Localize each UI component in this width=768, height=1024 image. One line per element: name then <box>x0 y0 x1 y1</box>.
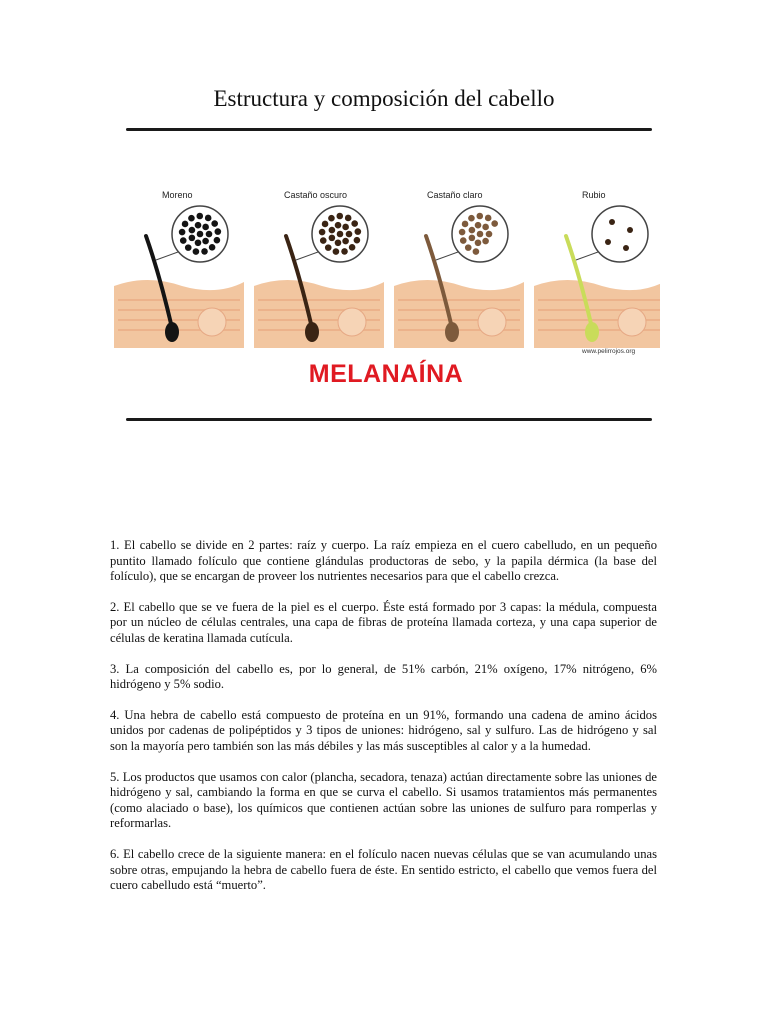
melanin-dot <box>189 227 196 234</box>
melanin-dot <box>462 221 469 228</box>
magnifier-line <box>296 252 318 260</box>
melanin-dot <box>214 237 221 244</box>
melanin-dot <box>468 215 475 222</box>
paragraph-2: 2. El cabello que se ve fuera de la piel es el cuerpo. Éste está formado por 3 capas: la médula, compuesta por un núcleo de células centrales, una capa de fibras de proteína llamada corteza, y una capa superior de células de keratina llamada cutícula. <box>110 599 657 645</box>
skin-block <box>394 280 524 348</box>
melanin-dot <box>486 231 493 238</box>
melanin-dot <box>337 231 344 238</box>
melanin-dot <box>205 215 212 222</box>
melanin-dot <box>180 237 187 244</box>
melanin-dot <box>195 222 202 229</box>
melanin-dot <box>482 224 489 231</box>
melanin-dot <box>325 244 332 251</box>
melanin-dot <box>201 248 208 255</box>
melanin-dot <box>346 231 353 238</box>
skin-block <box>114 280 244 348</box>
figure-bottom-rule <box>126 418 652 421</box>
melanin-dot <box>195 239 202 246</box>
melanin-dot <box>469 235 476 242</box>
magnifier-line <box>156 252 178 260</box>
melanin-dot <box>342 224 349 231</box>
skin-gland <box>618 308 646 336</box>
melanin-dot <box>211 220 218 227</box>
melanin-dot <box>473 248 480 255</box>
melanin-dot <box>197 231 204 238</box>
melanin-dot <box>179 229 186 236</box>
melanin-dot <box>329 227 336 234</box>
melanin-dot <box>475 239 482 246</box>
melanin-dot <box>333 248 340 255</box>
melanin-dot <box>196 213 203 220</box>
melanin-dot <box>319 229 326 236</box>
page-title: Estructura y composición del cabello <box>213 86 555 111</box>
melanin-dot <box>209 244 216 251</box>
skin-gland <box>198 308 226 336</box>
paragraph-6: 6. El cabello crece de la siguiente manera: en el folículo nacen nuevas células que se van acumulando unas sobre otras, empujando la hebra de cabello fuera de éste. En sentido estricto, el cabello que vemos fuera del cuero cabelludo está “muerto”. <box>110 846 657 893</box>
melanin-dot <box>342 238 349 245</box>
skin-gland <box>338 308 366 336</box>
panel-label-rubio: Rubio <box>582 190 606 200</box>
melanin-dot <box>188 215 195 222</box>
panel-label-castano-claro: Castaño claro <box>427 190 483 200</box>
magnifier-circle <box>592 206 648 262</box>
melanin-dot <box>336 213 343 220</box>
melanin-dot <box>202 238 209 245</box>
melanin-dot <box>475 222 482 229</box>
melanin-dot <box>459 229 466 236</box>
melanin-dot <box>349 244 356 251</box>
melanin-dot <box>477 231 484 238</box>
melanin-dot <box>185 244 192 251</box>
melanin-dot <box>351 220 358 227</box>
melanin-dot <box>355 228 362 235</box>
panel-label-moreno: Moreno <box>162 190 193 200</box>
melanin-dot <box>354 237 361 244</box>
source-url: www.pelirrojos.org <box>582 348 636 355</box>
melanin-dot <box>476 213 483 220</box>
melanin-dot <box>485 215 492 222</box>
melanin-dot <box>491 220 498 227</box>
melanin-dot <box>182 221 189 228</box>
melanin-dot <box>329 235 336 242</box>
banner-title: MELANAÍNA <box>308 360 464 388</box>
melanin-dot <box>202 224 209 231</box>
melanin-figure <box>112 136 660 414</box>
melanin-dot <box>189 235 196 242</box>
melanin-dot <box>605 239 611 245</box>
melanin-dot <box>345 215 352 222</box>
melanin-dot <box>627 227 633 233</box>
melanin-dot <box>465 244 472 251</box>
paragraph-3: 3. La composición del cabello es, por lo general, de 51% carbón, 21% oxígeno, 17% nitrógeno, 6% hidrógeno y 5% sodio. <box>110 661 657 692</box>
melanin-dot <box>482 238 489 245</box>
skin-block <box>254 280 384 348</box>
skin-gland <box>478 308 506 336</box>
magnifier-line <box>436 252 458 260</box>
magnifier-line <box>576 252 598 260</box>
melanin-dot <box>341 248 348 255</box>
paragraph-4: 4. Una hebra de cabello está compuesto de proteína en un 91%, formando una cadena de amino ácidos unidos por cadenas de polipéptidos y 3 tipos de uniones: hidrógeno, sal y sulfuro. Las de hidrógeno y sal son la mayoría pero también son las más débiles y las más susceptibles al calor y a la humedad. <box>110 707 657 753</box>
paragraph-5: 5. Los productos que usamos con calor (plancha, secadora, tenaza) actúan directamente sobre las uniones de hidrógeno y sal, cambiando la forma en que se curva el cabello. Si usamos tratamientos más permanentes (como alaciado o base), los químicos que contienen actúan sobre las uniones de sulfuro para romperlas y reformarlas. <box>110 769 657 831</box>
melanin-dot <box>322 221 329 228</box>
melanin-dot <box>609 219 615 225</box>
melanin-dot <box>215 228 222 235</box>
body-text <box>110 538 657 909</box>
figure-top-rule <box>126 128 652 131</box>
melanin-dot <box>623 245 629 251</box>
paragraph-1: 1. El cabello se divide en 2 partes: raíz y cuerpo. La raíz empieza en el cuero cabelludo, en un pequeño puntito llamado folículo que contiene glándulas productoras de sebo, y la papila dérmica (la base del folículo), que se encargan de proveer los nutrientes necesarios para que el cabello crezca. <box>110 538 657 584</box>
panel-label-castano-oscuro: Castaño oscuro <box>284 190 348 200</box>
melanin-dot <box>320 237 327 244</box>
melanin-dot <box>460 237 467 244</box>
melanin-dot <box>206 231 213 238</box>
melanin-dot <box>335 239 342 246</box>
melanin-dot <box>193 248 200 255</box>
melanin-dot <box>328 215 335 222</box>
melanin-dot <box>469 227 476 234</box>
melanin-dot <box>335 222 342 229</box>
